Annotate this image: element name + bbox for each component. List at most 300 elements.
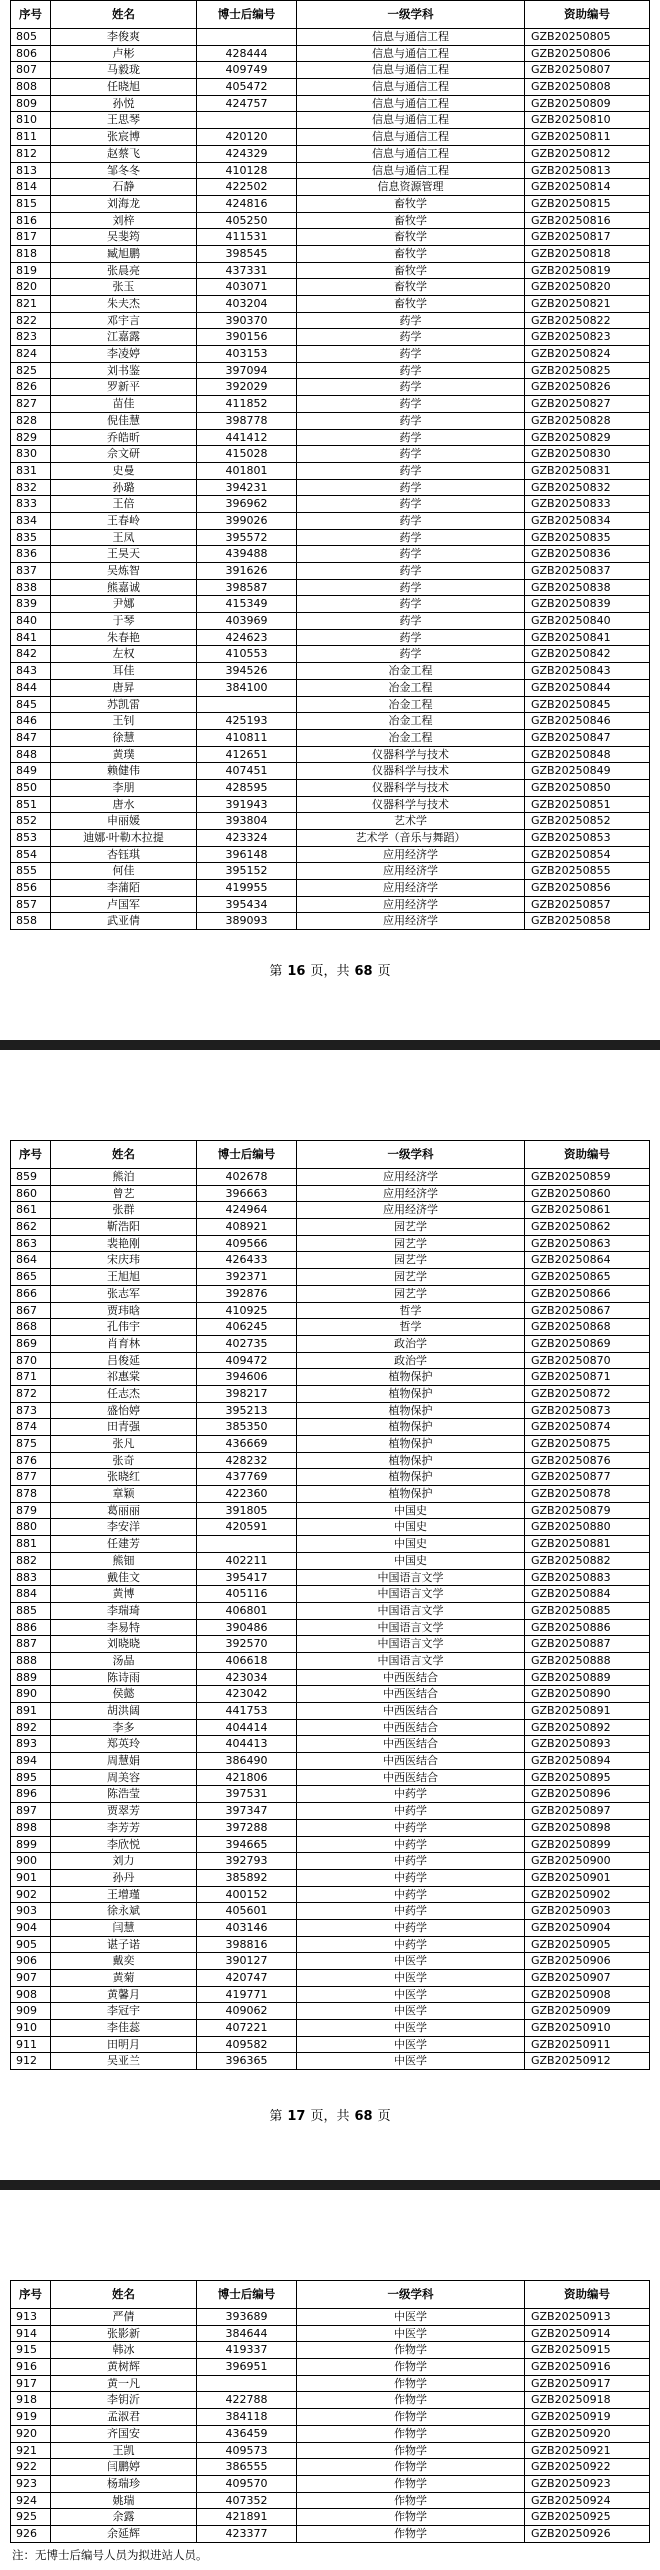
- cell-postdoc-id: 392570: [197, 1636, 297, 1652]
- cell-grant-id: GZB20250849: [525, 763, 650, 779]
- cell-discipline: 仪器科学与技术: [297, 797, 525, 813]
- table-row: [11, 1169, 650, 1186]
- cell-name: 刘力: [51, 1853, 197, 1869]
- cell-postdoc-id: 386555: [197, 2459, 297, 2475]
- cell-discipline: 哲学: [297, 1319, 525, 1335]
- cell-postdoc-id: 436669: [197, 1436, 297, 1452]
- cell-seq: 918: [11, 2392, 51, 2408]
- cell-seq: 910: [11, 2020, 51, 2036]
- table-row: [11, 396, 650, 413]
- cell-postdoc-id: 398778: [197, 413, 297, 429]
- table-row: [11, 1786, 650, 1803]
- cell-seq: 839: [11, 596, 51, 612]
- cell-discipline: 中西医结合: [297, 1770, 525, 1786]
- cell-grant-id: GZB20250920: [525, 2426, 650, 2442]
- table-row: [11, 2392, 650, 2409]
- table-row: [11, 430, 650, 447]
- cell-seq: 835: [11, 530, 51, 546]
- cell-name: 王思琴: [51, 112, 197, 128]
- cell-discipline: 园艺学: [297, 1219, 525, 1235]
- cell-seq: 815: [11, 196, 51, 212]
- cell-discipline: 艺术学: [297, 813, 525, 829]
- cell-postdoc-id: 409062: [197, 2003, 297, 2019]
- cell-postdoc-id: 415349: [197, 596, 297, 612]
- table-row: [11, 413, 650, 430]
- cell-name: 任晓旭: [51, 79, 197, 95]
- cell-seq: 883: [11, 1570, 51, 1586]
- cell-name: 熊泊: [51, 1169, 197, 1185]
- cell-postdoc-id: 436459: [197, 2426, 297, 2442]
- table-row: [11, 2359, 650, 2376]
- cell-discipline: 冶金工程: [297, 663, 525, 679]
- page-footer-16: [0, 960, 660, 984]
- cell-name: 任志杰: [51, 1386, 197, 1402]
- cell-postdoc-id: 423034: [197, 1670, 297, 1686]
- cell-seq: 840: [11, 613, 51, 629]
- cell-postdoc-id: 394526: [197, 663, 297, 679]
- cell-seq: 919: [11, 2409, 51, 2425]
- cell-discipline: 应用经济学: [297, 863, 525, 879]
- cell-discipline: 药学: [297, 430, 525, 446]
- cell-discipline: 药学: [297, 596, 525, 612]
- cell-grant-id: GZB20250870: [525, 1353, 650, 1369]
- cell-discipline: 作物学: [297, 2509, 525, 2525]
- cell-seq: 854: [11, 847, 51, 863]
- cell-seq: 833: [11, 496, 51, 512]
- cell-grant-id: GZB20250847: [525, 730, 650, 746]
- cell-postdoc-id: 385892: [197, 1870, 297, 1886]
- cell-grant-id: GZB20250913: [525, 2309, 650, 2325]
- table-row: [11, 713, 650, 730]
- table-row: [11, 730, 650, 747]
- cell-name: 吕俊延: [51, 1353, 197, 1369]
- table-row: [11, 1970, 650, 1987]
- cell-name: 李易特: [51, 1620, 197, 1636]
- cell-seq: 872: [11, 1386, 51, 1402]
- cell-discipline: 应用经济学: [297, 1202, 525, 1218]
- cell-discipline: 中国语言文学: [297, 1636, 525, 1652]
- cell-discipline: 植物保护: [297, 1386, 525, 1402]
- cell-name: 佘文研: [51, 446, 197, 462]
- cell-seq: 813: [11, 163, 51, 179]
- cell-name: 闫慧: [51, 1920, 197, 1936]
- cell-discipline: 作物学: [297, 2342, 525, 2358]
- cell-name: 吴斐筠: [51, 229, 197, 245]
- cell-name: 李多: [51, 1720, 197, 1736]
- table-row: [11, 1870, 650, 1887]
- cell-postdoc-id: 393689: [197, 2309, 297, 2325]
- cell-discipline: 药学: [297, 413, 525, 429]
- cell-name: 李佳蕊: [51, 2020, 197, 2036]
- cell-discipline: 中药学: [297, 1837, 525, 1853]
- cell-discipline: 作物学: [297, 2392, 525, 2408]
- table-row: [11, 1553, 650, 1570]
- cell-grant-id: GZB20250867: [525, 1303, 650, 1319]
- cell-discipline: 信息与通信工程: [297, 112, 525, 128]
- cell-discipline: 中药学: [297, 1870, 525, 1886]
- cell-seq: 877: [11, 1469, 51, 1485]
- table-row: [11, 2020, 650, 2037]
- cell-discipline: 政治学: [297, 1353, 525, 1369]
- cell-postdoc-id: 395152: [197, 863, 297, 879]
- cell-discipline: 药学: [297, 313, 525, 329]
- cell-discipline: 植物保护: [297, 1453, 525, 1469]
- cell-postdoc-id: 421806: [197, 1770, 297, 1786]
- cell-name: 左权: [51, 646, 197, 662]
- cell-discipline: 作物学: [297, 2459, 525, 2475]
- cell-name: 孙悦: [51, 96, 197, 112]
- cell-seq: 858: [11, 913, 51, 929]
- cell-seq: 847: [11, 730, 51, 746]
- cell-name: 迪娜·叶勒木拉提: [51, 830, 197, 846]
- cell-postdoc-id: 395572: [197, 530, 297, 546]
- cell-name: 刘海龙: [51, 196, 197, 212]
- cell-postdoc-id: 385350: [197, 1419, 297, 1435]
- cell-name: 张群: [51, 1202, 197, 1218]
- table-row: [11, 129, 650, 146]
- cell-postdoc-id: 396663: [197, 1186, 297, 1202]
- cell-seq: 913: [11, 2309, 51, 2325]
- cell-name: 石静: [51, 179, 197, 195]
- cell-name: 王凤: [51, 530, 197, 546]
- table-row: [11, 2459, 650, 2476]
- cell-postdoc-id: 419771: [197, 1987, 297, 2003]
- cell-seq: 834: [11, 513, 51, 529]
- cell-postdoc-id: 437769: [197, 1469, 297, 1485]
- cell-grant-id: GZB20250839: [525, 596, 650, 612]
- cell-grant-id: GZB20250857: [525, 897, 650, 913]
- cell-seq: 867: [11, 1303, 51, 1319]
- cell-postdoc-id: 409582: [197, 2037, 297, 2053]
- cell-postdoc-id: 396365: [197, 2053, 297, 2069]
- cell-seq: 828: [11, 413, 51, 429]
- cell-name: 黄菊: [51, 1970, 197, 1986]
- cell-seq: 893: [11, 1736, 51, 1752]
- cell-seq: 820: [11, 279, 51, 295]
- table-row: [11, 813, 650, 830]
- cell-postdoc-id: 390156: [197, 329, 297, 345]
- column-header-discipline: 一级学科: [297, 2281, 525, 2308]
- cell-discipline: 园艺学: [297, 1286, 525, 1302]
- cell-discipline: 药学: [297, 329, 525, 345]
- cell-name: 孙丹: [51, 1870, 197, 1886]
- table-row: [11, 563, 650, 580]
- table-row: [11, 1252, 650, 1269]
- cell-seq: 810: [11, 112, 51, 128]
- cell-discipline: 药学: [297, 580, 525, 596]
- page-separator: [0, 1040, 660, 1050]
- table-row: [11, 1486, 650, 1503]
- cell-grant-id: GZB20250814: [525, 179, 650, 195]
- cell-grant-id: GZB20250866: [525, 1286, 650, 1302]
- cell-name: 张晨亮: [51, 263, 197, 279]
- cell-discipline: 药学: [297, 396, 525, 412]
- cell-postdoc-id: 441412: [197, 430, 297, 446]
- cell-postdoc-id: 398587: [197, 580, 297, 596]
- cell-seq: 909: [11, 2003, 51, 2019]
- cell-name: 赖健伟: [51, 763, 197, 779]
- cell-name: 葛丽丽: [51, 1503, 197, 1519]
- cell-seq: 916: [11, 2359, 51, 2375]
- cell-seq: 904: [11, 1920, 51, 1936]
- cell-seq: 846: [11, 713, 51, 729]
- cell-discipline: 植物保护: [297, 1436, 525, 1452]
- cell-discipline: 中药学: [297, 1937, 525, 1953]
- table-row: [11, 279, 650, 296]
- cell-grant-id: GZB20250840: [525, 613, 650, 629]
- cell-seq: 856: [11, 880, 51, 896]
- cell-name: 王昊天: [51, 546, 197, 562]
- table-row: [11, 1653, 650, 1670]
- cell-discipline: 畜牧学: [297, 196, 525, 212]
- column-header-seq: 序号: [11, 2281, 51, 2308]
- footer-prefix: 第: [269, 2109, 283, 2124]
- cell-name: 孔伟宇: [51, 1319, 197, 1335]
- cell-postdoc-id: 411852: [197, 396, 297, 412]
- cell-postdoc-id: 412651: [197, 747, 297, 763]
- table-row: [11, 29, 650, 46]
- cell-postdoc-id: 400152: [197, 1887, 297, 1903]
- cell-postdoc-id: 394606: [197, 1369, 297, 1385]
- cell-name: 王增瑾: [51, 1887, 197, 1903]
- cell-postdoc-id: 407221: [197, 2020, 297, 2036]
- cell-seq: 843: [11, 663, 51, 679]
- cell-name: 张奇: [51, 1453, 197, 1469]
- cell-postdoc-id: 391626: [197, 563, 297, 579]
- cell-name: 肖育林: [51, 1336, 197, 1352]
- cell-grant-id: GZB20250919: [525, 2409, 650, 2425]
- cell-postdoc-id: 391943: [197, 797, 297, 813]
- cell-discipline: 中西医结合: [297, 1670, 525, 1686]
- table-row: [11, 112, 650, 129]
- cell-discipline: 中医学: [297, 2309, 525, 2325]
- table-row: [11, 196, 650, 213]
- cell-discipline: 植物保护: [297, 1403, 525, 1419]
- cell-postdoc-id: [197, 697, 297, 713]
- cell-discipline: 仪器科学与技术: [297, 747, 525, 763]
- cell-discipline: 中药学: [297, 1920, 525, 1936]
- cell-seq: 897: [11, 1803, 51, 1819]
- cell-postdoc-id: 423324: [197, 830, 297, 846]
- cell-grant-id: GZB20250899: [525, 1837, 650, 1853]
- cell-seq: 925: [11, 2509, 51, 2525]
- cell-name: 余露: [51, 2509, 197, 2525]
- cell-postdoc-id: 410553: [197, 646, 297, 662]
- table-row: [11, 379, 650, 396]
- cell-postdoc-id: 424623: [197, 630, 297, 646]
- footer-page-number: 17: [287, 2109, 306, 2124]
- table-row: [11, 1353, 650, 1370]
- cell-seq: 908: [11, 1987, 51, 2003]
- cell-name: 田明月: [51, 2037, 197, 2053]
- cell-grant-id: GZB20250843: [525, 663, 650, 679]
- cell-seq: 837: [11, 563, 51, 579]
- cell-grant-id: GZB20250903: [525, 1903, 650, 1919]
- cell-seq: 824: [11, 346, 51, 362]
- cell-seq: 832: [11, 480, 51, 496]
- cell-postdoc-id: 422502: [197, 179, 297, 195]
- cell-name: 周慧娟: [51, 1753, 197, 1769]
- table-row: [11, 2003, 650, 2020]
- cell-name: 李瑞琦: [51, 1603, 197, 1619]
- footer-total-pages: 68: [354, 2109, 373, 2124]
- table-row: [11, 62, 650, 79]
- table-row: [11, 2409, 650, 2426]
- table-row: [11, 596, 650, 613]
- cell-name: 周美容: [51, 1770, 197, 1786]
- table-row: [11, 680, 650, 697]
- cell-grant-id: GZB20250817: [525, 229, 650, 245]
- cell-seq: 822: [11, 313, 51, 329]
- cell-name: 盛怡婷: [51, 1403, 197, 1419]
- cell-grant-id: GZB20250869: [525, 1336, 650, 1352]
- cell-discipline: 中西医结合: [297, 1686, 525, 1702]
- cell-postdoc-id: 404414: [197, 1720, 297, 1736]
- cell-name: 任建芳: [51, 1536, 197, 1552]
- table-row: [11, 2426, 650, 2443]
- cell-name: 王凯: [51, 2443, 197, 2459]
- cell-grant-id: GZB20250883: [525, 1570, 650, 1586]
- cell-seq: 865: [11, 1269, 51, 1285]
- cell-postdoc-id: 421891: [197, 2509, 297, 2525]
- cell-postdoc-id: 394231: [197, 480, 297, 496]
- table-row: [11, 1987, 650, 2004]
- cell-seq: 926: [11, 2526, 51, 2542]
- table-row: [11, 313, 650, 330]
- cell-name: 张志军: [51, 1286, 197, 1302]
- cell-discipline: 药学: [297, 379, 525, 395]
- cell-grant-id: GZB20250820: [525, 279, 650, 295]
- cell-grant-id: GZB20250871: [525, 1369, 650, 1385]
- cell-name: 李朋: [51, 780, 197, 796]
- cell-name: 刘书鉴: [51, 363, 197, 379]
- table-row: [11, 880, 650, 897]
- cell-postdoc-id: 403071: [197, 279, 297, 295]
- cell-grant-id: GZB20250886: [525, 1620, 650, 1636]
- table-row: [11, 747, 650, 764]
- cell-postdoc-id: [197, 1536, 297, 1552]
- cell-grant-id: GZB20250807: [525, 62, 650, 78]
- cell-seq: 903: [11, 1903, 51, 1919]
- cell-grant-id: GZB20250914: [525, 2326, 650, 2342]
- cell-postdoc-id: 411531: [197, 229, 297, 245]
- cell-grant-id: GZB20250861: [525, 1202, 650, 1218]
- cell-discipline: 冶金工程: [297, 713, 525, 729]
- cell-discipline: 植物保护: [297, 1469, 525, 1485]
- cell-seq: 912: [11, 2053, 51, 2069]
- cell-postdoc-id: 424757: [197, 96, 297, 112]
- table-row: [11, 763, 650, 780]
- cell-seq: 876: [11, 1453, 51, 1469]
- cell-discipline: 中药学: [297, 1887, 525, 1903]
- cell-postdoc-id: 394665: [197, 1837, 297, 1853]
- cell-name: 王钊: [51, 713, 197, 729]
- cell-postdoc-id: 423042: [197, 1686, 297, 1702]
- cell-seq: 888: [11, 1653, 51, 1669]
- table-row: [11, 2493, 650, 2510]
- cell-seq: 831: [11, 463, 51, 479]
- cell-discipline: 哲学: [297, 1303, 525, 1319]
- cell-name: 李欣悦: [51, 1837, 197, 1853]
- cell-grant-id: GZB20250926: [525, 2526, 650, 2542]
- table-row: [11, 1386, 650, 1403]
- cell-seq: 862: [11, 1219, 51, 1235]
- column-header-seq: 序号: [11, 1, 51, 28]
- cell-grant-id: GZB20250901: [525, 1870, 650, 1886]
- column-header-name: 姓名: [51, 1, 197, 28]
- cell-seq: 871: [11, 1369, 51, 1385]
- cell-grant-id: GZB20250891: [525, 1703, 650, 1719]
- table-row: [11, 1369, 650, 1386]
- cell-postdoc-id: 406245: [197, 1319, 297, 1335]
- cell-seq: 917: [11, 2376, 51, 2392]
- cell-postdoc-id: 420120: [197, 129, 297, 145]
- cell-seq: 811: [11, 129, 51, 145]
- cell-discipline: 植物保护: [297, 1486, 525, 1502]
- cell-grant-id: GZB20250841: [525, 630, 650, 646]
- cell-discipline: 作物学: [297, 2476, 525, 2492]
- cell-discipline: 药学: [297, 563, 525, 579]
- cell-postdoc-id: 405472: [197, 79, 297, 95]
- cell-seq: 842: [11, 646, 51, 662]
- cell-name: 曾艺: [51, 1186, 197, 1202]
- cell-postdoc-id: 409472: [197, 1353, 297, 1369]
- cell-seq: 892: [11, 1720, 51, 1736]
- cell-name: 戴佳文: [51, 1570, 197, 1586]
- table-row: [11, 2037, 650, 2054]
- cell-seq: 836: [11, 546, 51, 562]
- cell-grant-id: GZB20250915: [525, 2342, 650, 2358]
- cell-seq: 882: [11, 1553, 51, 1569]
- cell-grant-id: GZB20250902: [525, 1887, 650, 1903]
- cell-postdoc-id: 409570: [197, 2476, 297, 2492]
- cell-postdoc-id: 386490: [197, 1753, 297, 1769]
- table-row: [11, 2509, 650, 2526]
- cell-postdoc-id: 384644: [197, 2326, 297, 2342]
- table-row: [11, 863, 650, 880]
- cell-discipline: 作物学: [297, 2376, 525, 2392]
- cell-discipline: 仪器科学与技术: [297, 763, 525, 779]
- cell-name: 汤晶: [51, 1653, 197, 1669]
- cell-name: 赵蔡飞: [51, 146, 197, 162]
- cell-discipline: 中国史: [297, 1503, 525, 1519]
- column-header-postdoc-id: 博士后编号: [197, 1, 297, 28]
- cell-grant-id: GZB20250895: [525, 1770, 650, 1786]
- cell-name: 靳浩阳: [51, 1219, 197, 1235]
- cell-postdoc-id: 441753: [197, 1703, 297, 1719]
- cell-grant-id: GZB20250832: [525, 480, 650, 496]
- cell-seq: 915: [11, 2342, 51, 2358]
- cell-grant-id: GZB20250892: [525, 1720, 650, 1736]
- cell-seq: 816: [11, 213, 51, 229]
- table-row: [11, 346, 650, 363]
- footer-suffix: 页: [377, 2109, 391, 2124]
- cell-postdoc-id: 407352: [197, 2493, 297, 2509]
- cell-discipline: 中药学: [297, 1903, 525, 1919]
- cell-grant-id: GZB20250910: [525, 2020, 650, 2036]
- cell-postdoc-id: 398217: [197, 1386, 297, 1402]
- cell-postdoc-id: 392029: [197, 379, 297, 395]
- cell-seq: 923: [11, 2476, 51, 2492]
- cell-seq: 891: [11, 1703, 51, 1719]
- cell-grant-id: GZB20250827: [525, 396, 650, 412]
- table-row: [11, 296, 650, 313]
- cell-postdoc-id: 406618: [197, 1653, 297, 1669]
- footer-total-pages: 68: [354, 964, 373, 979]
- table-row: [11, 363, 650, 380]
- cell-postdoc-id: 408921: [197, 1219, 297, 1235]
- cell-grant-id: GZB20250811: [525, 129, 650, 145]
